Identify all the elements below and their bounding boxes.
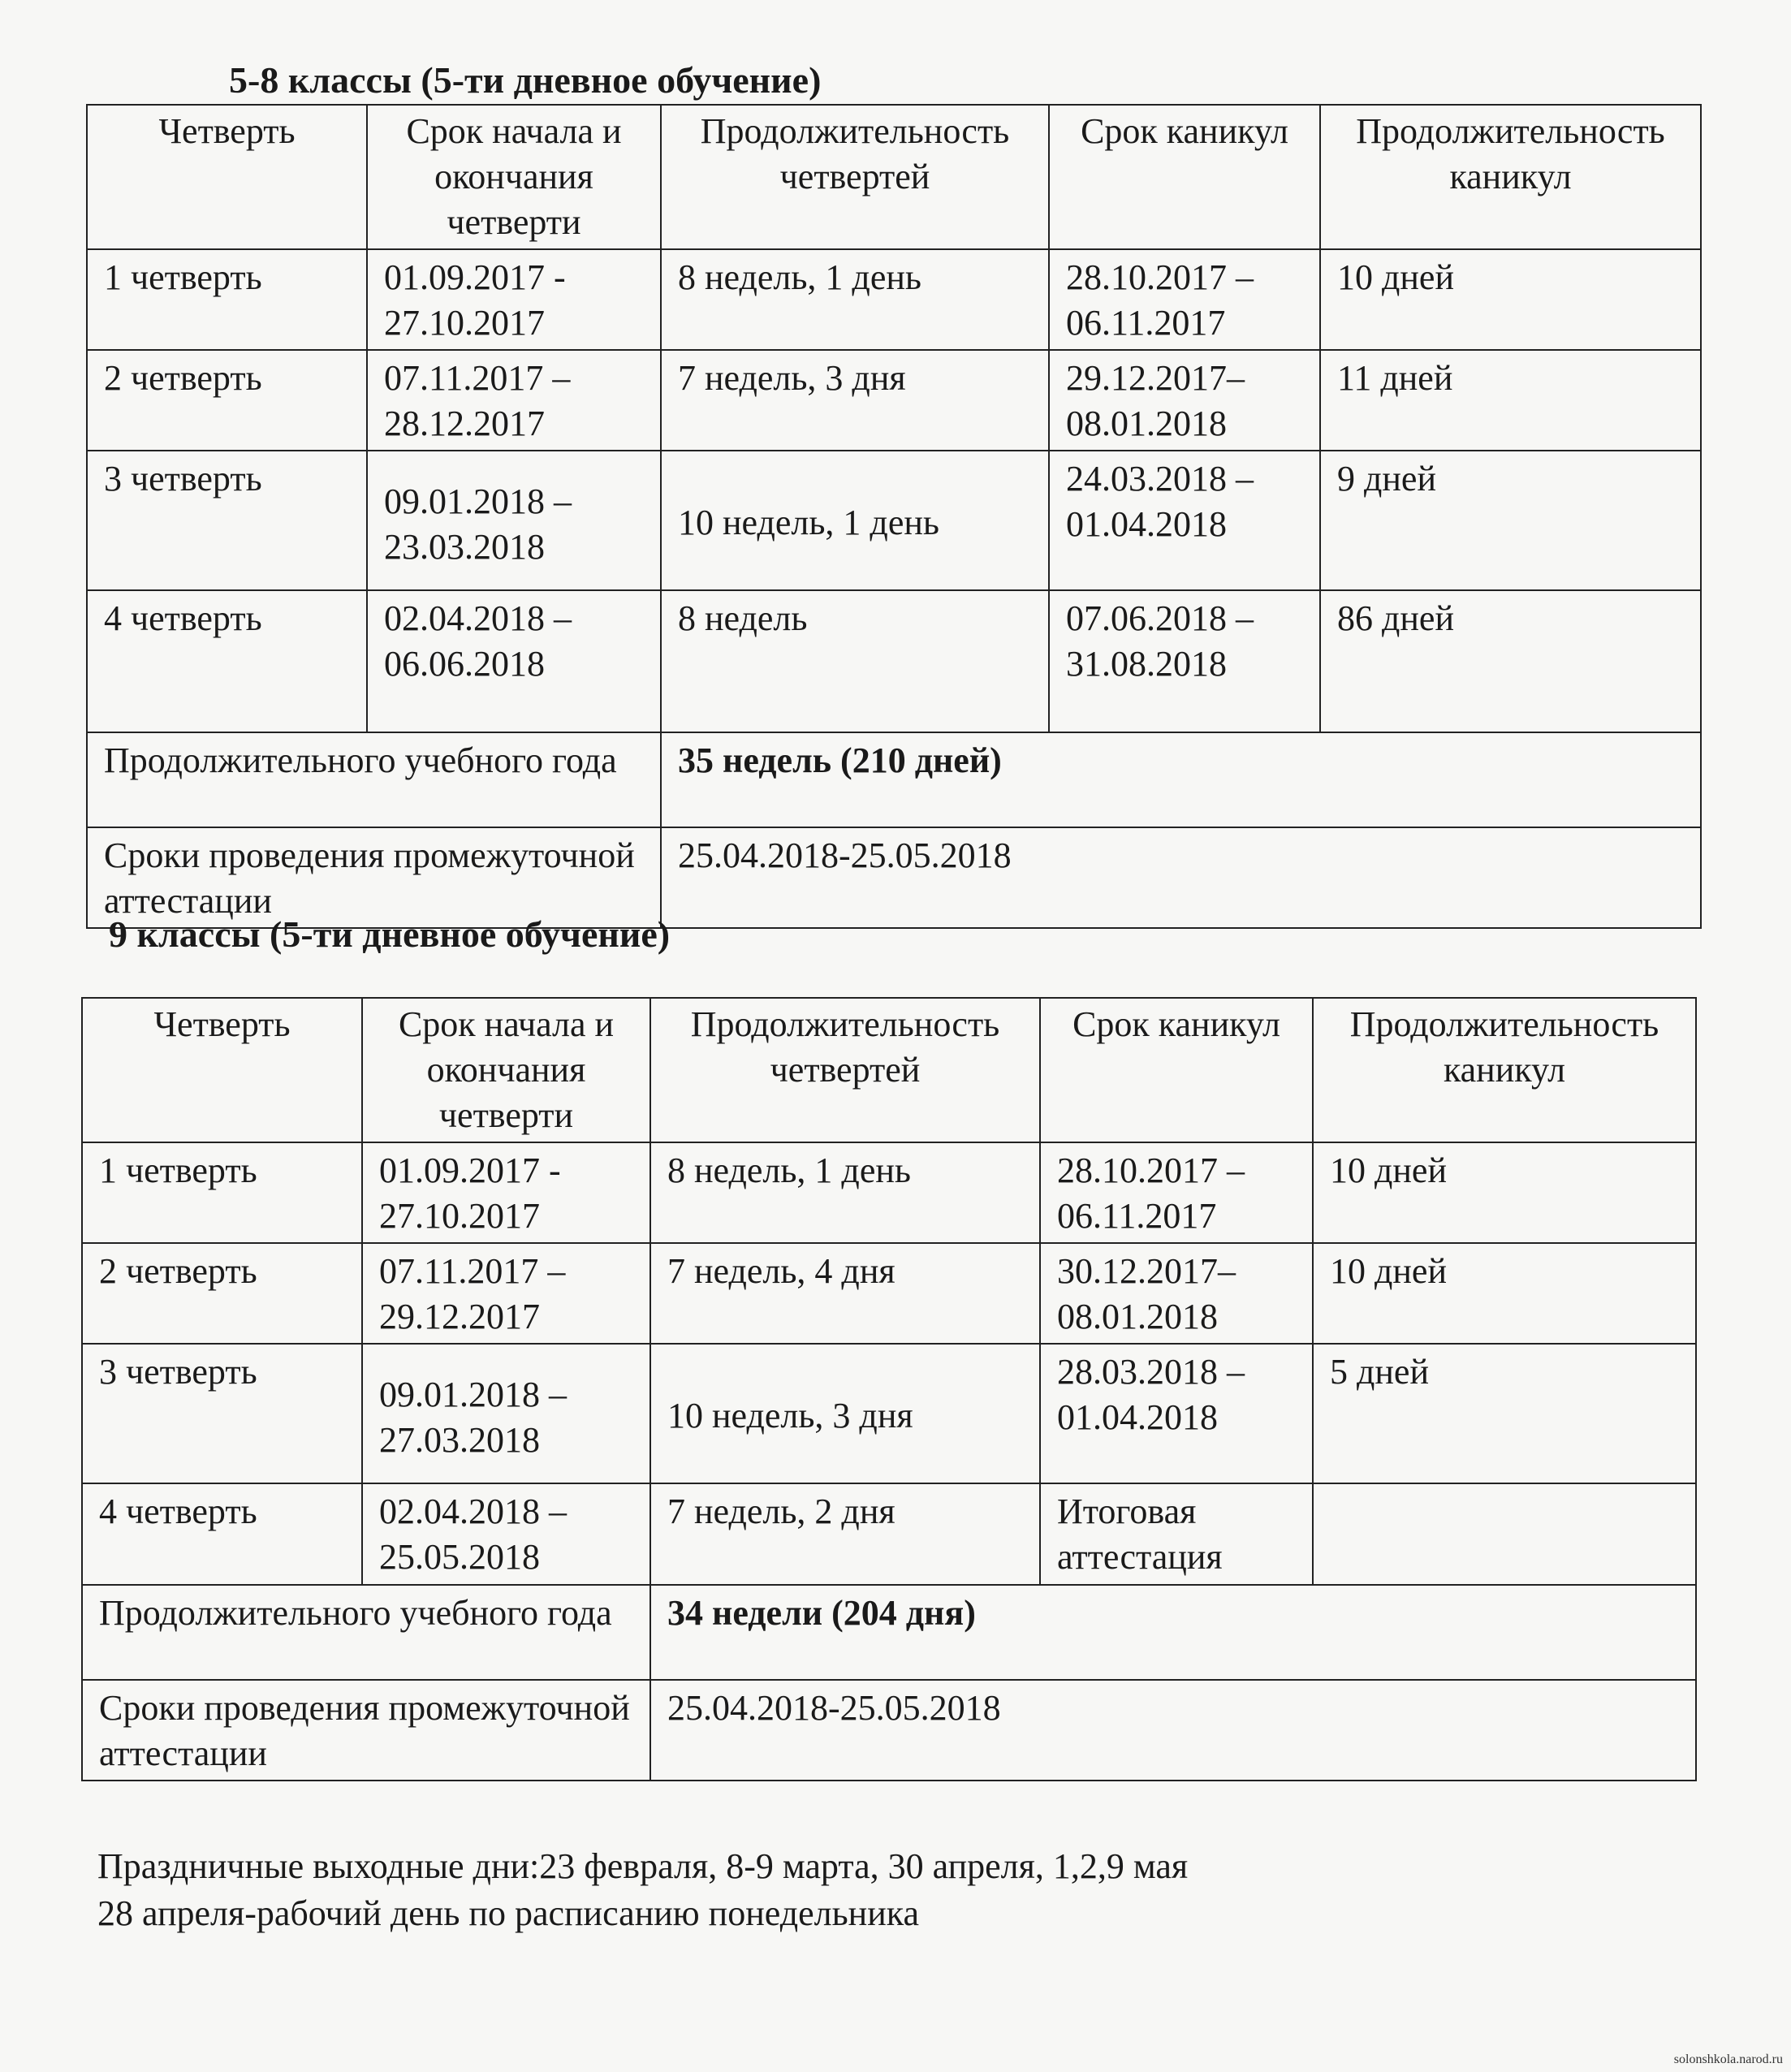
cell-duration: 10 недель, 1 день — [661, 451, 1049, 590]
cell-vacation-length: 10 дней — [1313, 1142, 1696, 1243]
cell-quarter: 3 четверть — [87, 451, 367, 590]
cell-period: 07.11.2017 – 28.12.2017 — [367, 350, 661, 451]
cell-quarter: 2 четверть — [82, 1243, 362, 1344]
table-header-row — [82, 998, 1696, 1142]
cell-vacation: 29.12.2017– 08.01.2018 — [1049, 350, 1320, 451]
table-row — [82, 1243, 1696, 1344]
cell-vacation: 28.03.2018 – 01.04.2018 — [1040, 1344, 1313, 1483]
cell-quarter: 1 четверть — [82, 1142, 362, 1243]
header-cell-vacation-length: Продолжительность каникул — [1320, 105, 1701, 249]
source-watermark: solonshkola.narod.ru — [1673, 2053, 1783, 2066]
cell-vacation-length — [1313, 1483, 1696, 1585]
cell-vacation: Итоговая аттестация — [1040, 1483, 1313, 1585]
cell-vacation-length: 10 дней — [1320, 249, 1701, 350]
cell-year-value: 35 недель (210 дней) — [661, 732, 1701, 827]
cell-duration: 10 недель, 3 дня — [650, 1344, 1040, 1483]
cell-period: 01.09.2017 - 27.10.2017 — [367, 249, 661, 350]
holidays-note: Праздничные выходные дни:23 февраля, 8-9 марта, 30 апреля, 1,2,9 мая — [97, 1846, 1189, 1886]
cell-duration: 7 недель, 4 дня — [650, 1243, 1040, 1344]
header-cell-quarter: Четверть — [87, 105, 367, 249]
cell-vacation-length: 86 дней — [1320, 590, 1701, 732]
table2-title: 9 классы (5-ти дневное обучение) — [109, 913, 671, 955]
cell-quarter: 4 четверть — [87, 590, 367, 732]
cell-quarter: 4 четверть — [82, 1483, 362, 1585]
cell-attestation-value: 25.04.2018-25.05.2018 — [650, 1680, 1696, 1781]
cell-year-value: 34 недели (204 дня) — [650, 1585, 1696, 1680]
cell-vacation-length: 5 дней — [1313, 1344, 1696, 1483]
cell-vacation-length: 11 дней — [1320, 350, 1701, 451]
cell-duration: 8 недель, 1 день — [661, 249, 1049, 350]
cell-vacation-length: 9 дней — [1320, 451, 1701, 590]
cell-vacation: 24.03.2018 – 01.04.2018 — [1049, 451, 1320, 590]
table-row — [87, 350, 1701, 451]
table1-title: 5-8 классы (5-ти дневное обучение) — [229, 59, 822, 101]
header-cell-vacation: Срок каникул — [1049, 105, 1320, 249]
table-row — [87, 249, 1701, 350]
header-cell-duration: Продолжительность четвертей — [661, 105, 1049, 249]
cell-period: 02.04.2018 – 06.06.2018 — [367, 590, 661, 732]
table-row-year-length — [87, 732, 1701, 827]
cell-quarter: 2 четверть — [87, 350, 367, 451]
cell-quarter: 1 четверть — [87, 249, 367, 350]
schedule-table-5-8 — [86, 104, 1702, 929]
table-row — [87, 451, 1701, 590]
table-row-attestation — [82, 1680, 1696, 1781]
schedule-table-9 — [81, 997, 1697, 1781]
cell-period: 09.01.2018 – 23.03.2018 — [367, 451, 661, 590]
header-cell-vacation: Срок каникул — [1040, 998, 1313, 1142]
cell-duration: 7 недель, 2 дня — [650, 1483, 1040, 1585]
cell-duration: 8 недель — [661, 590, 1049, 732]
workday-note: 28 апреля-рабочий день по расписанию понедельника — [97, 1893, 919, 1933]
cell-vacation: 28.10.2017 – 06.11.2017 — [1040, 1142, 1313, 1243]
header-cell-vacation-length: Продолжительность каникул — [1313, 998, 1696, 1142]
table-header-row — [87, 105, 1701, 249]
table-row — [82, 1142, 1696, 1243]
cell-attestation-label: Сроки проведения промежуточной аттестации — [82, 1680, 650, 1781]
cell-period: 07.11.2017 – 29.12.2017 — [362, 1243, 650, 1344]
cell-quarter: 3 четверть — [82, 1344, 362, 1483]
cell-vacation-length: 10 дней — [1313, 1243, 1696, 1344]
cell-year-label: Продолжительного учебного года — [82, 1585, 650, 1680]
header-cell-duration: Продолжительность четвертей — [650, 998, 1040, 1142]
cell-attestation-label: Сроки проведения промежуточной аттестации — [87, 827, 661, 928]
cell-period: 09.01.2018 – 27.03.2018 — [362, 1344, 650, 1483]
cell-vacation: 07.06.2018 – 31.08.2018 — [1049, 590, 1320, 732]
cell-vacation: 30.12.2017– 08.01.2018 — [1040, 1243, 1313, 1344]
table-row — [82, 1344, 1696, 1483]
cell-period: 02.04.2018 – 25.05.2018 — [362, 1483, 650, 1585]
table-row — [87, 590, 1701, 732]
header-cell-period: Срок начала и окончания четверти — [367, 105, 661, 249]
cell-year-label: Продолжительного учебного года — [87, 732, 661, 827]
cell-period: 01.09.2017 - 27.10.2017 — [362, 1142, 650, 1243]
cell-vacation: 28.10.2017 – 06.11.2017 — [1049, 249, 1320, 350]
notes-block — [97, 1843, 1188, 1937]
cell-attestation-value: 25.04.2018-25.05.2018 — [661, 827, 1701, 928]
header-cell-quarter: Четверть — [82, 998, 362, 1142]
table-row-year-length — [82, 1585, 1696, 1680]
cell-duration: 7 недель, 3 дня — [661, 350, 1049, 451]
header-cell-period: Срок начала и окончания четверти — [362, 998, 650, 1142]
table-row — [82, 1483, 1696, 1585]
cell-duration: 8 недель, 1 день — [650, 1142, 1040, 1243]
